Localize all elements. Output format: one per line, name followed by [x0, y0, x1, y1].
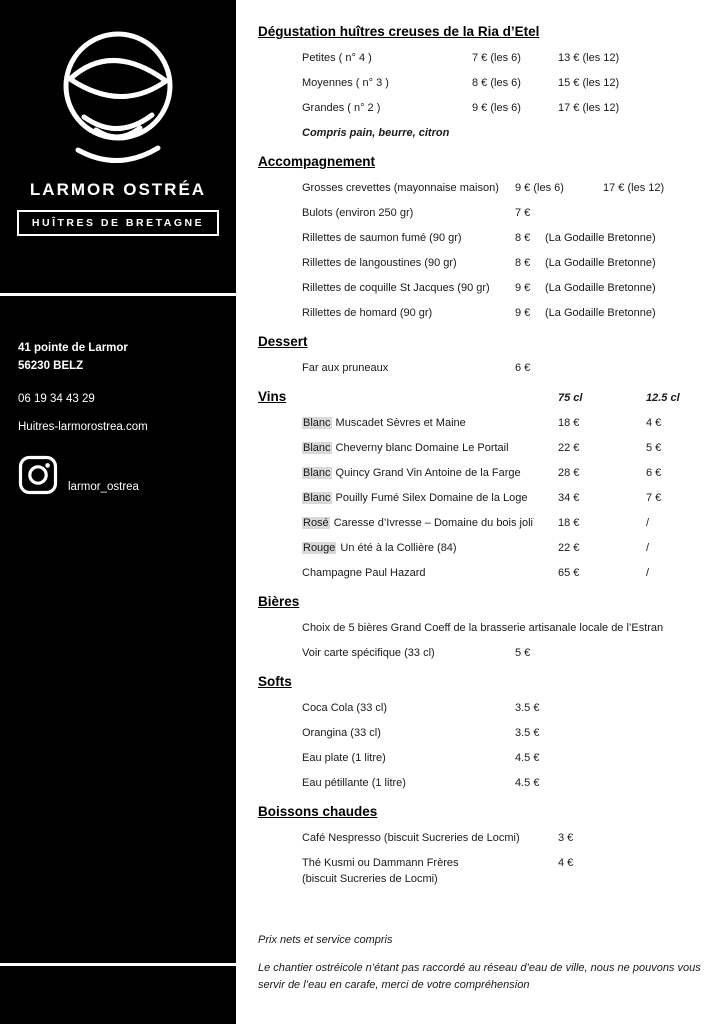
item-tag: (La Godaille Bretonne): [545, 307, 656, 319]
menu-item: [258, 307, 712, 320]
wine-color-tag: Blanc: [303, 467, 331, 479]
wine-name: Champagne Paul Hazard: [302, 567, 426, 579]
sidebar: [0, 0, 236, 1024]
menu-item: [258, 567, 712, 580]
item-label: Voir carte spécifique (33 cl): [302, 647, 435, 659]
item-price-6: 9 € (les 6): [515, 182, 564, 194]
wine-name: Un été à la Collière (84): [340, 542, 457, 554]
item-label: [302, 567, 558, 580]
menu-item: [258, 702, 712, 715]
menu-item: [258, 467, 712, 480]
item-price: 4.5 €: [515, 777, 540, 789]
menu-item: [258, 517, 712, 530]
menu-content: [236, 0, 724, 1024]
menu-item: [258, 282, 712, 295]
item-label: Rillettes de homard (90 gr): [302, 307, 433, 319]
wine-color-tag: Blanc: [303, 492, 331, 504]
wine-name: Cheverny blanc Domaine Le Portail: [335, 442, 509, 454]
wine-color-tag: Blanc: [303, 442, 331, 454]
menu-section-degustation: [258, 24, 712, 140]
item-label-line1: Café Nespresso (biscuit Sucreries de Locmi): [302, 832, 520, 844]
logo-wrap: [0, 0, 236, 168]
item-price-75cl: 22 €: [558, 542, 580, 554]
vins-column-12-5cl: 12.5 cl: [646, 392, 680, 404]
item-tag: (La Godaille Bretonne): [545, 257, 656, 269]
item-price-12-5cl: 5 €: [646, 442, 662, 454]
item-price-12: 13 € (les 12): [558, 52, 620, 64]
item-price-12: 15 € (les 12): [558, 77, 620, 89]
instagram-handle: larmor_ostrea: [68, 480, 139, 493]
menu-section-accompagnement: [258, 154, 712, 320]
item-label: [302, 517, 558, 530]
menu-item: [258, 207, 712, 220]
item-price: 7 €: [515, 207, 531, 219]
menu-item: [258, 752, 712, 765]
item-label: Eau plate (1 litre): [302, 752, 386, 764]
wine-name: Pouilly Fumé Silex Domaine de la Loge: [335, 492, 528, 504]
item-price: 8 €: [515, 257, 531, 269]
item-price-75cl: 22 €: [558, 442, 580, 454]
item-tag: (La Godaille Bretonne): [545, 282, 656, 294]
menu-section-vins: [258, 389, 712, 580]
item-label: [302, 467, 558, 480]
item-label: Grandes ( n° 2 ): [302, 102, 381, 114]
item-label: Orangina (33 cl): [302, 727, 381, 739]
footer-note-water: Le chantier ostréicole n’étant pas raccordé au réseau d’eau de ville, nous ne pouvons vous servir de l’eau en carafe, merci de votre compréhension: [258, 962, 701, 991]
section-note: Compris pain, beurre, citron: [302, 127, 450, 139]
wine-color-tag: Rouge: [303, 542, 336, 554]
menu-item: [258, 52, 712, 65]
wine-color-tag: Rosé: [303, 517, 329, 529]
brand-tagline: HUÎTRES DE BRETAGNE: [17, 210, 219, 236]
item-label: Eau pétillante (1 litre): [302, 777, 406, 789]
section-title: Dégustation huîtres creuses de la Ria d’Etel: [258, 24, 540, 39]
menu-item: [258, 832, 712, 845]
item-label: Petites ( n° 4 ): [302, 52, 372, 64]
vins-header: [258, 389, 712, 404]
menu-item: [258, 182, 712, 195]
item-label: [302, 442, 558, 455]
item-label: Rillettes de saumon fumé (90 gr): [302, 232, 462, 244]
item-label: Grosses crevettes (mayonnaise maison): [302, 182, 499, 194]
section-title: Vins: [258, 389, 287, 404]
item-label: [302, 832, 558, 845]
item-label: Far aux pruneaux: [302, 362, 389, 374]
section-intro: Choix de 5 bières Grand Coeff de la brasserie artisanale locale de l’Estran: [302, 622, 664, 634]
menu-section-softs: [258, 674, 712, 790]
menu-section-bieres: [258, 594, 712, 660]
oyster-logo-icon: [55, 28, 181, 168]
menu-item: [258, 102, 712, 115]
wine-color-tag: Blanc: [303, 417, 331, 429]
menu-item: [258, 857, 712, 886]
section-title: Bières: [258, 594, 300, 609]
sidebar-info: [0, 340, 236, 495]
item-label: Rillettes de coquille St Jacques (90 gr): [302, 282, 490, 294]
item-label: [302, 542, 558, 555]
item-price-12: 17 € (les 12): [603, 182, 665, 194]
item-price: 4.5 €: [515, 752, 540, 764]
address-block: [18, 340, 218, 376]
menu-item: [258, 442, 712, 455]
menu-item: [258, 777, 712, 790]
menu-section-dessert: [258, 334, 712, 375]
item-label-line1: Thé Kusmi ou Dammann Frères: [302, 857, 459, 869]
menu-item: [258, 232, 712, 245]
brand-name: LARMOR OSTRÉA: [29, 180, 207, 199]
instagram-icon: [18, 455, 58, 495]
item-price-6: 7 € (les 6): [472, 52, 521, 64]
item-tag: (La Godaille Bretonne): [545, 232, 656, 244]
item-price-75cl: 18 €: [558, 417, 580, 429]
item-price: 9 €: [515, 307, 531, 319]
item-label: Moyennes ( n° 3 ): [302, 77, 389, 89]
item-price-12: 17 € (les 12): [558, 102, 620, 114]
item-price: 9 €: [515, 282, 531, 294]
menu-item: [258, 362, 712, 375]
item-price: 8 €: [515, 232, 531, 244]
item-price-75cl: 34 €: [558, 492, 580, 504]
item-label: Rillettes de langoustines (90 gr): [302, 257, 457, 269]
phone-number: 06 19 34 43 29: [18, 392, 95, 405]
address-line1: 41 pointe de Larmor: [18, 342, 128, 354]
item-price-12-5cl: /: [646, 517, 650, 529]
section-title: Softs: [258, 674, 292, 689]
footer-note-prices: Prix nets et service compris: [258, 934, 393, 946]
item-price: 5 €: [515, 647, 531, 659]
item-price: 4 €: [558, 857, 574, 869]
menu-item: [258, 417, 712, 430]
menu-item: [258, 257, 712, 270]
item-price-12-5cl: /: [646, 567, 650, 579]
menu-item: [258, 542, 712, 555]
section-title: Dessert: [258, 334, 308, 349]
menu-item: [258, 77, 712, 90]
sidebar-divider-bottom: [0, 963, 236, 966]
vins-column-75cl: 75 cl: [558, 392, 583, 404]
wine-name: Quincy Grand Vin Antoine de la Farge: [335, 467, 521, 479]
item-price-75cl: 18 €: [558, 517, 580, 529]
item-price: 3.5 €: [515, 727, 540, 739]
menu-item: [258, 727, 712, 740]
item-price-75cl: 65 €: [558, 567, 580, 579]
item-price: 3 €: [558, 832, 574, 844]
section-title: Boissons chaudes: [258, 804, 378, 819]
instagram-row: [18, 455, 218, 495]
sidebar-divider-top: [0, 293, 236, 296]
item-price: 3.5 €: [515, 702, 540, 714]
wine-name: Caresse d’Ivresse – Domaine du bois joli: [333, 517, 534, 529]
item-price-75cl: 28 €: [558, 467, 580, 479]
item-price-12-5cl: /: [646, 542, 650, 554]
item-label: [302, 492, 558, 505]
menu-item: [258, 492, 712, 505]
item-price-12-5cl: 4 €: [646, 417, 662, 429]
item-label: Bulots (environ 250 gr): [302, 207, 414, 219]
section-title: Accompagnement: [258, 154, 376, 169]
item-label: Coca Cola (33 cl): [302, 702, 387, 714]
item-price-6: 9 € (les 6): [472, 102, 521, 114]
item-price-12-5cl: 7 €: [646, 492, 662, 504]
item-label: [302, 417, 558, 430]
item-label: [302, 857, 558, 886]
item-label-line2: (biscuit Sucreries de Locmi): [302, 873, 438, 885]
item-price: 6 €: [515, 362, 531, 374]
website-url: Huitres-larmorostrea.com: [18, 420, 148, 433]
item-price-6: 8 € (les 6): [472, 77, 521, 89]
menu-item: [258, 647, 712, 660]
address-line2: 56230 BELZ: [18, 359, 84, 372]
wine-name: Muscadet Sèvres et Maine: [335, 417, 466, 429]
menu-section-boissons-chaudes: [258, 804, 712, 886]
item-price-12-5cl: 6 €: [646, 467, 662, 479]
